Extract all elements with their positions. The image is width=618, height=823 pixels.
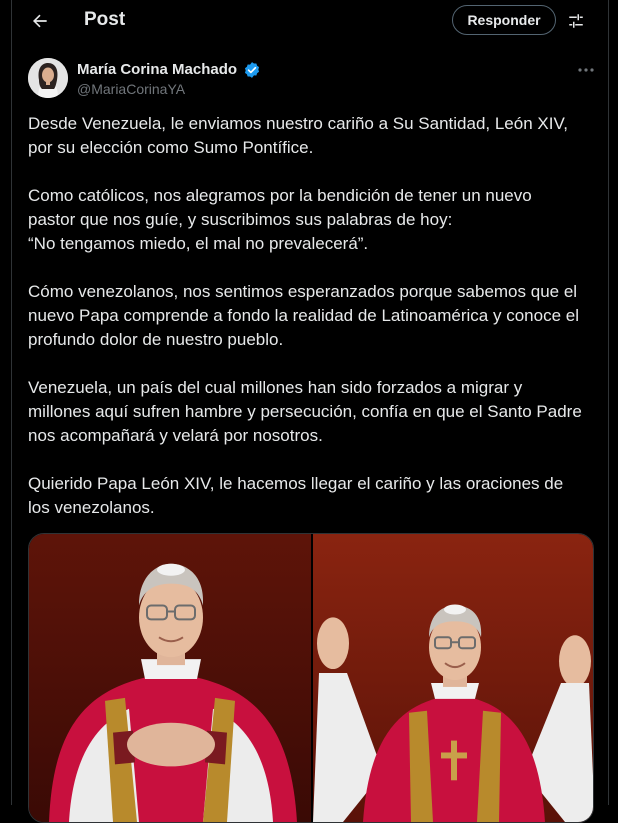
settings-button[interactable] bbox=[564, 9, 588, 33]
tweet-text bbox=[28, 112, 600, 544]
author-name[interactable]: María Corina Machado bbox=[77, 61, 238, 78]
tweet-paragraph: Cómo venezolanos, nos sentimos esperanzados porque sabemos que el nuevo Papa comprende a fondo la realidad de Latinoamérica y conoce el profundo dolor de nuestro pueblo. bbox=[28, 282, 579, 349]
reply-button[interactable]: Responder bbox=[452, 5, 556, 35]
author-avatar[interactable] bbox=[28, 58, 68, 98]
more-options-button[interactable] bbox=[574, 60, 598, 80]
arrow-left-icon bbox=[30, 11, 50, 31]
column-border-left bbox=[11, 0, 12, 805]
more-dots-icon bbox=[577, 67, 595, 73]
verified-badge-icon bbox=[243, 61, 261, 79]
tweet-media bbox=[28, 533, 594, 823]
column-border-right bbox=[608, 0, 609, 805]
tweet-paragraph: Venezuela, un país del cual millones han sido forzados a migrar y millones aquí sufren hambre y persecución, confía en que el Santo Padre nos acompañará y velará por nosotros. bbox=[28, 378, 582, 445]
tweet-paragraph: Desde Venezuela, le enviamos nuestro cariño a Su Santidad, León XIV, por su elección como Sumo Pontífice. bbox=[28, 114, 568, 157]
media-photo-right[interactable] bbox=[313, 534, 594, 822]
author-handle[interactable]: @MariaCorinaYA bbox=[77, 81, 186, 97]
post-header bbox=[12, 0, 608, 42]
tweet-paragraph: Como católicos, nos alegramos por la bendición de tener un nuevo pastor que nos guíe, y suscribimos sus palabras de hoy: “No tengamos miedo, el mal no prevalecerá”. bbox=[28, 186, 532, 253]
tweet-paragraph: Quierido Papa León XIV, le hacemos llegar el cariño y las oraciones de los venezolanos. bbox=[28, 474, 564, 517]
back-button[interactable] bbox=[26, 8, 54, 34]
page-title: Post bbox=[84, 9, 126, 30]
sliders-icon bbox=[567, 12, 585, 30]
avatar-photo bbox=[28, 58, 68, 98]
media-photo-left[interactable] bbox=[29, 534, 311, 822]
